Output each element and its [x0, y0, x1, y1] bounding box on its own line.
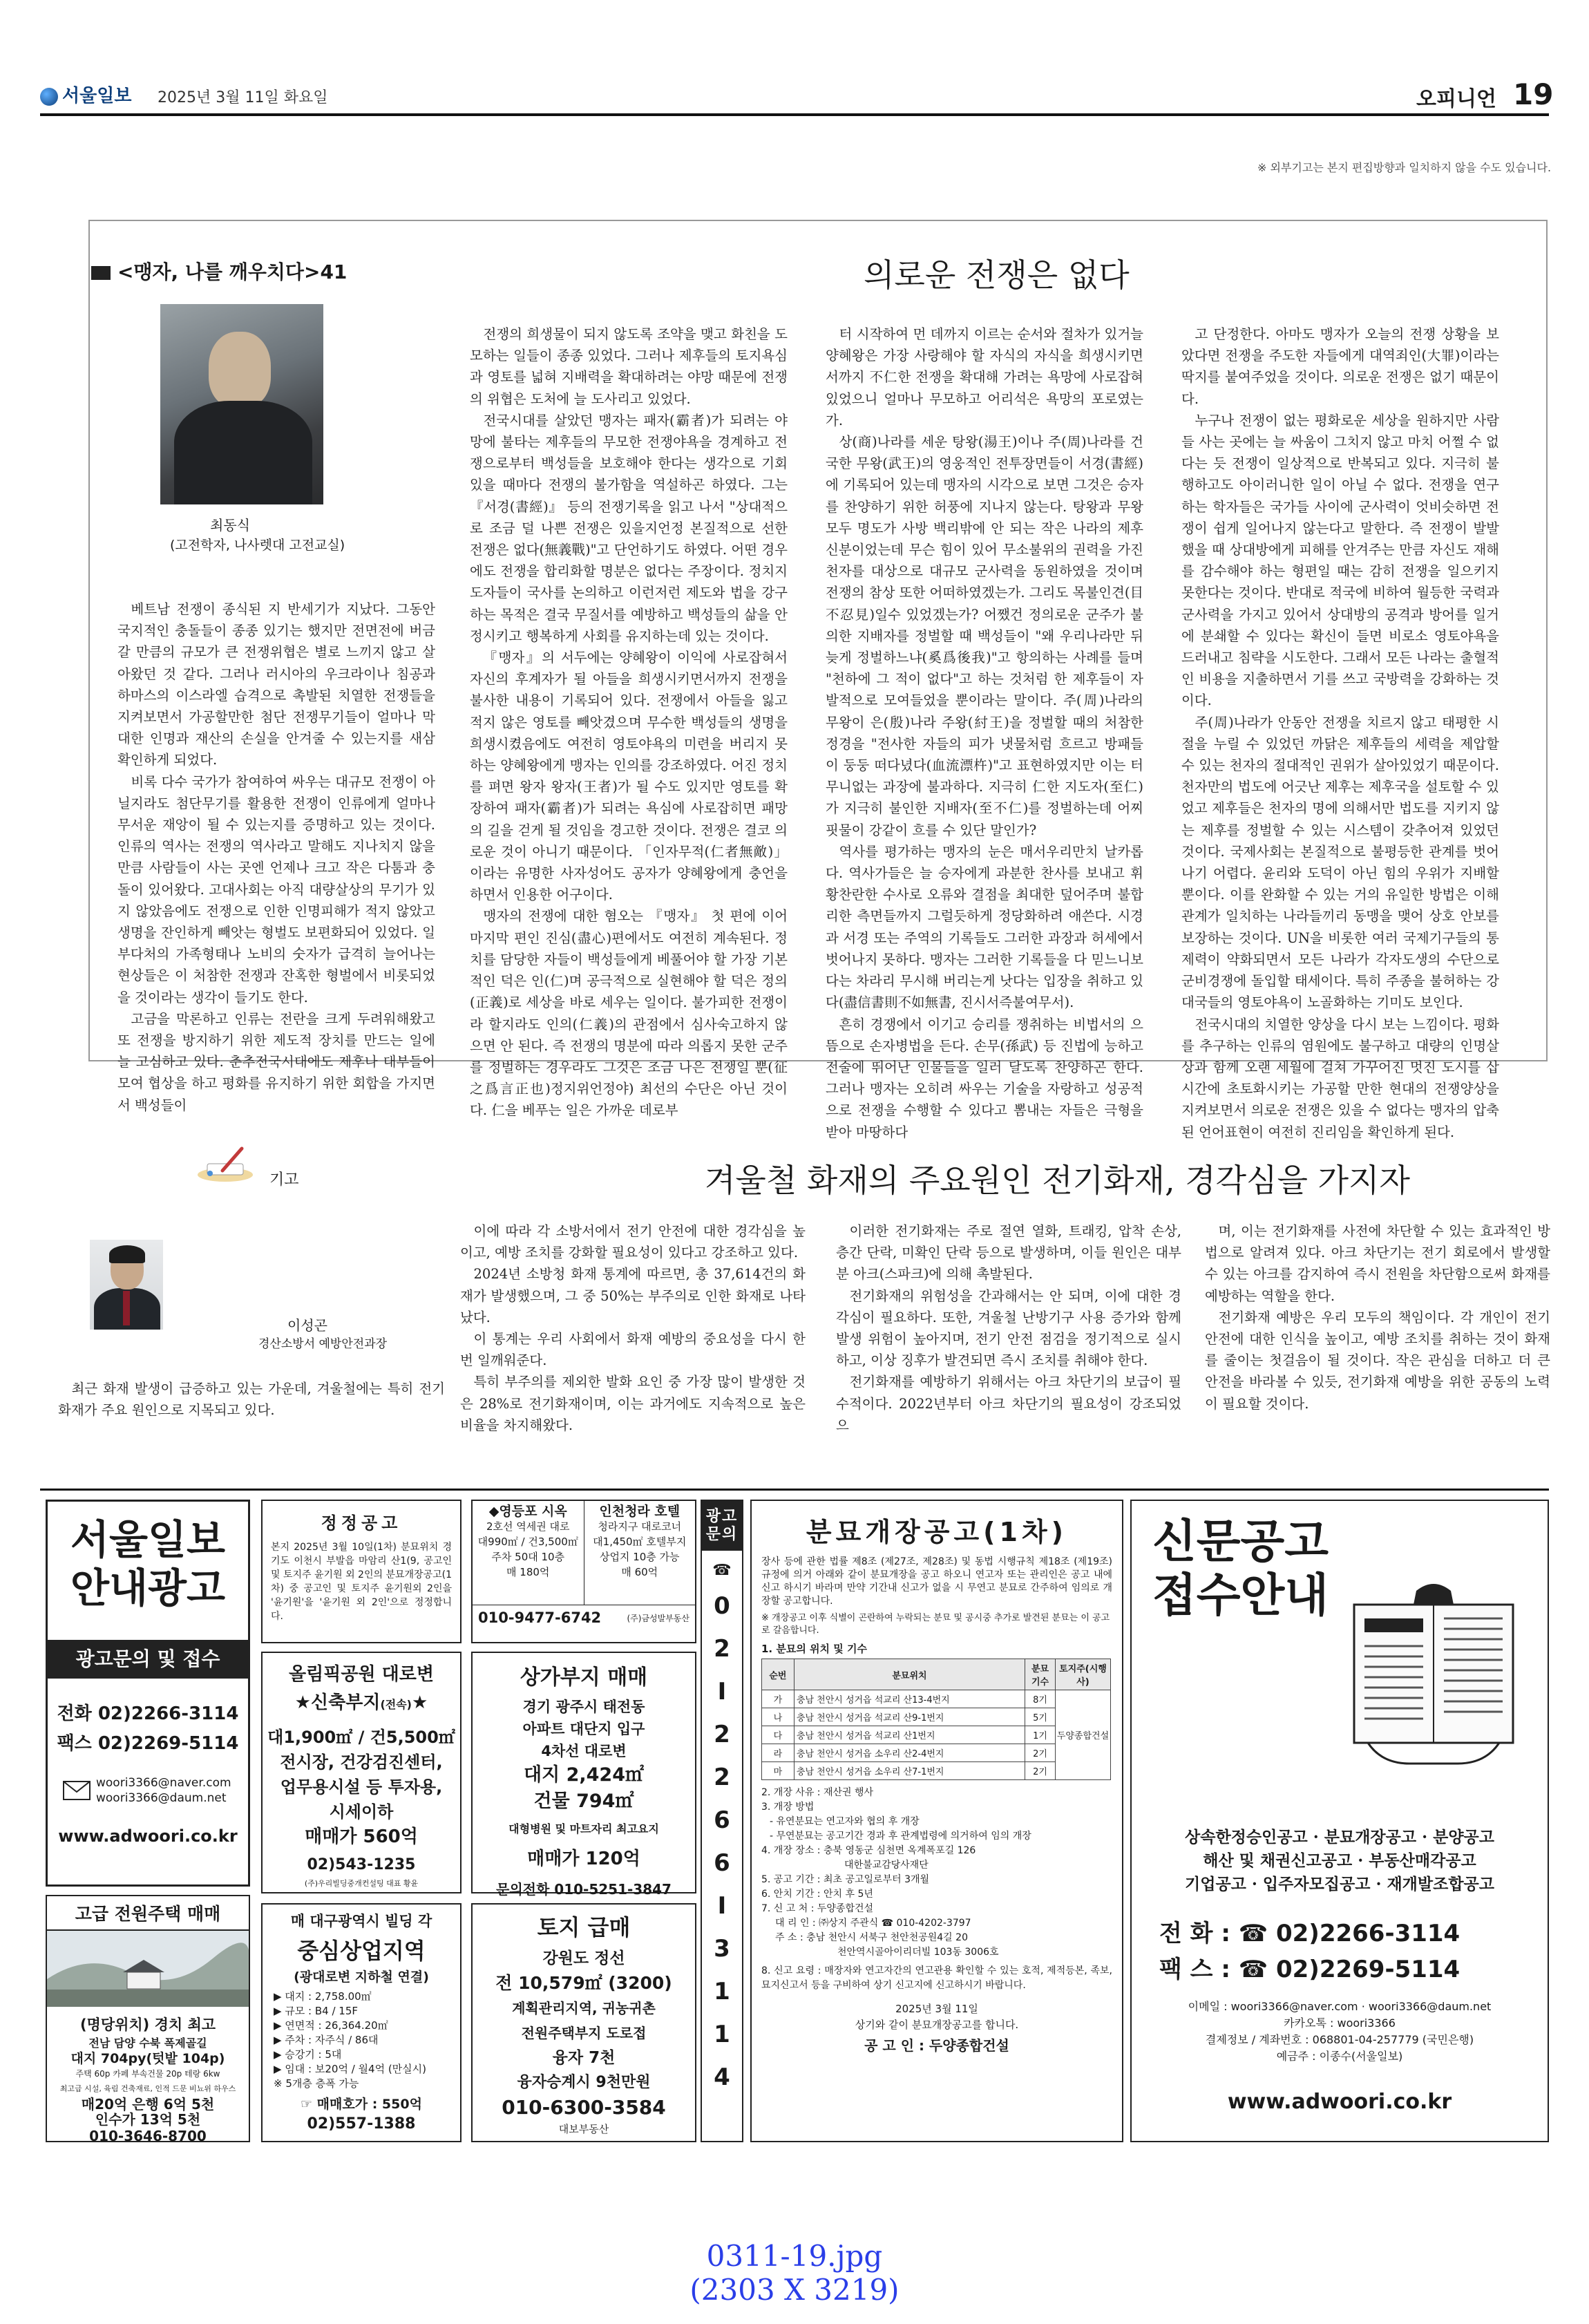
series-square-icon: [91, 266, 111, 280]
section-name: 오피니언: [1416, 87, 1496, 111]
ad-guide-phone: 전화 02)2266-3114: [57, 1703, 239, 1724]
ad-correction: 정정공고 본지 2025년 3월 10일(1차) 분묘위치 경기도 이천시 부발읍 마암리 산1(9, 공고인 및 토지주 윤기원 외 2인의 분묘개장공고(1차) 중 공고인 및 토지주 윤기원외 2인을 '윤기원'을 '윤기원 외 2인'으로 정정합니다.: [261, 1500, 462, 1643]
table-row: 나 충남 천안시 성거읍 석교리 산9-1번지 5기: [762, 1708, 1111, 1726]
phone-icon: ☎: [712, 1562, 732, 1579]
ad-guide-web: www.adwoori.co.kr: [58, 1826, 238, 1846]
author2-photo: [90, 1240, 163, 1330]
article1-col1: 베트남 전쟁이 종식된 지 반세기가 지났다. 그동안 국지적인 충돌들이 종종 있기는 했지만 전면전에 버금갈 만큼의 규모가 큰 전쟁위협은 별로 느끼지 않고 살아왔던 것 같다. 그러나 러시아의 우크라이나 침공과 하마스의 이스라엘 습격으로 촉발된 치열한 전쟁들을 지켜보면서 가공할만한 첨단 전쟁무기들이 얼마나 막대한 인명과 재산의 손실을 안겨줄 수 있는지를 새삼 확인하게 되었다. 비록 다수 국가가 참여하여 싸우는 대규모 전쟁이 아닐지라도 첨단무기를 활용한 전쟁이 인류에게 얼마나 무서운 재앙이 될 수 있는지를 증명하고 있는 것이다. 인류의 역사는 전쟁의 역사라고 말해도 지나치지 않을 만큼 사람들이 사는 곳엔 언제나 크고 작은 다툼과 충돌이 있어왔다. 고대사회는 아직 대량살상의 무기가 있지 않았음에도 전쟁으로 인한 인명피해가 적지 않았고 생명을 잔인하게 빼앗는 형벌도 보편화되어 있었다. 일부다처의 가족형태나 노비의 숫자가 급격히 늘어나는 현상들은 이 처참한 전쟁과 잔혹한 형벌에서 비롯되었을 것이라는 생각이 들기도 한다. 고금을 막론하고 인류는 전란을 크게 두려워해왔고 또 전쟁을 방지하기 위한 제도적 장치를 만드는 일에 늘 고심하고 있다. 춘추전국시대에도 제후나 대부들이 모여 협상을 하고 평화를 유지하기 위한 회합을 가지면서 백성들이: [117, 601, 435, 1113]
file-caption: 0311-19.jpg (2303 X 3219): [689, 2239, 900, 2307]
table-row: 라 충남 천안시 성거읍 소우리 산2-4번지 2기: [762, 1744, 1111, 1762]
ad-grave-notice: 분묘개장공고(1차) 장사 등에 관한 법률 제8조 (제27조, 제28조) 및 동법 시행규칙 제18조 (제19조) 규정에 의거 아래와 같이 분묘개장을 공고 하오니 연고자 또는 관리인은 공고 내에 신고 하시기 바라며 만약 기간내 신고가 없을 시 무연고 분묘로 간주하여 임의로 개장할 공고합니다. ※ 개장공고 이후 식별이 곤란하여 누락되는 분묘 및 공시중 추가로 발견된 분묘는 이 공고로 갈음합니다. 1. 분묘의 위치 및 기수 순번 분묘위치 분묘기수 토지주(시행사) 가 충남 천안시 성거읍 석교리 산13-4번지 8기 두양종합건설 나 충남 천안시 성거읍 석교리 산9-1번지 5기 다 충남 천안시 성거읍 석교리 산1번지 1기 라 충남 천안시 성거읍 소우리 산2-4번지 2기 마 충남 천안시 성거읍 소우리 산7-1번지 2기 2. 개장 사유 : 재산권 행사 3. 개장 방법 - 유연분묘는 연고자와 협의 후 개장 - 무연분묘는 공고기간 경과 후 관계법령에 의거하여 임의 개장 4. 개장 장소 : 충북 영동군 심천면 옥계폭포길 126 대한불교감당사재단 5. 공고 기간 : 최초 공고일로부터 3개월 6. 안치 기간 : 안치 후 5년 7. 신 고 처 : 두양종합건설 대 리 인 : ㈜상지 주관식 ☎ 010-4202-3797 주 소 : 충남 천안시 서북구 천안천공원4길 20 천안역시골아이리더빌 103동 3006호 8. 신고 요령 : 매장자와 연고자간의 연고관용 확인할 수 있는 호적, 제적등본, 족보, 묘지신고서 등을 구비하여 상기 신고지에 신고하시기 바랍니다. 2025년 3월 11일 상기와 같이 분묘개장공고를 합니다. 공 고 인 : 두양종합건설: [750, 1500, 1123, 2142]
author-photo: [160, 304, 323, 504]
table-row: 다 충남 천안시 성거읍 석교리 산1번지 1기: [762, 1726, 1111, 1744]
ad-newspaper: 신문공고 접수안내 상속한정승인공고 · 분묘개장공고 · 분양공고 해산 및 채권신고공고 · 부동산매각공고 기업공고 · 입주자모집공고 · 재개발조합공고 전 화 : ☎ 02)2266-3114 팩 스 : ☎ 02)2269-5114 이메일 : woori3366@naver.com · woori3366@daum.net 카카오톡 : woori3366 결제정보 / 계좌번호 : 068801-04-257779 (국민은행) 예금주 : 이종수(서울일보) www.adwoori.co.kr: [1130, 1500, 1549, 2142]
newspaper-reader-icon: [1340, 1577, 1527, 1770]
article1-headline: 의로운 전쟁은 없다: [864, 256, 1130, 294]
top-rule: [40, 113, 1549, 116]
ad-guide-fax: 팩스 02)2269-5114: [57, 1733, 239, 1754]
table-row: 가 충남 천안시 성거읍 석교리 산13-4번지 8기 두양종합건설: [762, 1690, 1111, 1708]
ads-rule: [40, 1489, 1549, 1491]
article2-col3: 이러한 전기화재는 주로 절연 열화, 트래킹, 압착 손상, 층간 단락, 미확인 단락 등으로 발생하며, 이들 원인은 대부분 아크(스파크)에 의해 촉발된다. 전기화재의 위험성을 간과해서는 안 되며, 이에 대한 경각심이 필요하다. 또한, 겨울철 난방기구 사용 증가와 함께 발생 위험이 높아지며, 전기 안전 점검을 정기적으로 실시하고, 이상 징후가 발견되면 즉시 조치를 취해야 한다. 전기화재를 예방하기 위해서는 아크 차단기의 보급이 필수적이다. 2022년부터 아크 차단기의 필요성이 강조되었으: [836, 1223, 1181, 1433]
grave-table: 순번 분묘위치 분묘기수 토지주(시행사) 가 충남 천안시 성거읍 석교리 산13-4번지 8기 두양종합건설 나 충남 천안시 성거읍 석교리 산9-1번지 5기 다 충남 천안시 성거읍 석교리 산1번지 1기 라 충남 천안시 성거읍 소우리 산2-4번지 2기 마 충남 천안시 성거읍 소우리 산7-1번지 2기: [761, 1659, 1111, 1780]
paper-logo: 서울일보: [40, 82, 131, 107]
issue-date: 2025년 3월 11일 화요일: [158, 89, 328, 106]
ad-mall: 상가부지 매매 경기 광주시 태전동 아파트 대단지 입구 4차선 대로변 대지 2,424㎡ 건물 794㎡ 대형병원 및 마트자리 최고요지 매매가 120억 문의전화 010-5251-3847: [471, 1652, 696, 1893]
article2-col2: 이에 따라 각 소방서에서 전기 안전에 대한 경각심을 높이고, 예방 조치를 강화할 필요성이 있다고 강조하고 있다. 2024년 소방청 화재 통계에 따르면, 총 37,614건의 화재가 발생했으며, 그 중 50%는 부주의로 인한 화재로 나타났다. 이 통계는 우리 사회에서 화재 예방의 중요성을 다시 한번 일깨워준다. 특히 부주의를 제외한 발화 요인 중 가장 많이 발생한 것은 28%로 전기화재이며, 이는 과거에도 지속적으로 높은 비율을 차지해왔다.: [460, 1223, 806, 1433]
contribution-pen-icon: [195, 1146, 257, 1184]
ad-daegu: 매 대구광역시 빌딩 각 중심상업지역 (광대로변 지하철 연결) ▶ 대지 : 2,758.00㎡ ▶ 규모 : B4 / 15F ▶ 연면적 : 26,364.20㎡ ▶ 주차 : 자주식 / 86대 ▶ 승강기 : 5대 ▶ 임대 : 보20억 / 월4억 (만실시) ※ 5개층 층폭 가능 ☞ 매매호가 : 550억 02)557-1388: [261, 1903, 462, 2142]
globe-icon: [40, 88, 58, 106]
article1-col4: 고 단정한다. 아마도 맹자가 오늘의 전쟁 상황을 보았다면 전쟁을 주도한 자들에게 대역죄인(大罪)이라는 딱지를 붙여주었을 것이다. 의로운 전쟁은 없기 때문이다. 누구나 전쟁이 없는 평화로운 세상을 원하지만 사람들 사는 곳에는 늘 싸움이 그치지 않고 마치 어쩔 수 없다는 듯 전쟁이 일상적으로 반복되고 있다. 지극히 불행하고도 아이러니한 일이 아닐 수 없다. 전쟁을 연구하는 학자들은 국가들 사이에 군사력이 엇비슷하면 전쟁이 쉽게 일어나지 않는다고 말한다. 즉 전쟁이 발발했을 때 상대방에게 피해를 안겨주는 만큼 자신도 재해를 감수해야 하는 형편일 때는 감히 전쟁을 일으키지 못한다는 것이다. 반대로 적국에 비하여 월등한 국력과 군사력을 가지고 있어서 상대방의 공격과 방어를 일거에 분쇄할 수 있다는 확신이 들면 비로소 영토야욕을 드러내고 침략을 시도한다. 그래서 모든 나라는 출혈적인 비용을 지출하면서 기를 쓰고 국방력을 강화하는 것이다. 주(周)나라가 안동안 전쟁을 치르지 않고 태평한 시절을 누릴 수 있었던 까닭은 제후들의 세력을 제압할 수 있는 천자의 절대적인 권위가 살아있었기 때문이다. 천자만의 법도에 어긋난 제후는 제후국을 설토할 수 있었고 제후들은 천자의 명에 의해서만 법도를 지키지 않는 제후를 정벌할 수 있는 시스템이 갖추어져 있었던 것이다. 국제사회는 본질적으로 불평등한 관계를 벗어나기 어렵다. 윤리와 도덕이 아닌 힘의 우위가 지배할 뿐이다. 이를 완화할 수 있는 거의 유일한 방법은 이해관계가 일치하는 나라들끼리 동맹을 맺어 상호 안보를 보장하는 것이다. UN을 비롯한 여러 국제기구들의 통제력이 약화되면서 모든 나라가 각자도생의 수단으로 군비경쟁에 돌입할 태세이다. 특히 주종을 불허하는 강대국들의 영토야욕이 노골화하는 기미도 보인다. 전국시대의 치열한 양상을 다시 보는 느낌이다. 평화를 추구하는 인류의 염원에도 불구하고 대량의 인명살상과 함께 오랜 세월에 걸쳐 가꾸어진 멋진 도시를 삽시간에 초토화시키는 가공할 만한 현대의 전쟁양상을 지켜보면서 의로운 전쟁은 있을 수 없다는 맹자의 압축된 언어표현이 여전히 진리임을 확인하게 된다.: [1181, 326, 1499, 1140]
ad-house: 고급 전원주택 매매 (명당위치) 경치 최고 전남 담양 수북 폭제골길 대지 704py(텃밭 104p) 주택 60p 카페 부속건물 20p 테랑 6kw 최고급 시설, 육림 건축재료, 인적 드문 비뇨위 하우스 매20억 은행 6억 5천 인수가 13억 5천 010-3646-8700: [46, 1895, 250, 2142]
house-photo: [47, 1931, 249, 2007]
ad-guide-email1: woori3366@naver.com: [96, 1776, 231, 1790]
article2-col1: 최근 화재 발생이 급증하고 있는 가운데, 겨울철에는 특히 전기화재가 주요 원인으로 지목되고 있다.: [58, 1381, 445, 1419]
author2-title: 경산소방서 예방안전과장: [258, 1337, 388, 1351]
contribution-label: 기고: [269, 1171, 299, 1189]
article2-headline: 겨울철 화재의 주요원인 전기화재, 경각심을 가지자: [705, 1162, 1410, 1199]
author-title: (고전학자, 나사렛대 고전교실): [170, 538, 345, 553]
table-row: 마 충남 천안시 성거읍 소우리 산7-1번지 2기: [762, 1762, 1111, 1780]
author2-name: 이성곤: [287, 1317, 327, 1334]
newspaper-fax: 팩 스 : ☎ 02)2269-5114: [1159, 1956, 1460, 1983]
newspaper-phone: 전 화 : ☎ 02)2266-3114: [1159, 1920, 1460, 1947]
ad-olympic: 올림픽공원 대로변 ★신축부지(전속)★ 대1,900㎡ / 건5,500㎡ 전시장, 건강검진센터, 업무용시설 등 투자용, 시세이하 매매가 560억 02)543-1235 (주)우리빌딩중개컨설팅 대표 황윤: [261, 1652, 462, 1893]
ad-contact-strip: 광고문의 ☎ 0 2 I 2 2 6 6 I 3 1 1 4: [701, 1500, 743, 2142]
article1-col3: 터 시작하여 먼 데까지 이르는 순서와 절차가 있거늘 양혜왕은 가장 사랑해야 할 자식의 자식을 희생시키면서까지 不仁한 전쟁을 확대해 가려는 욕망에 사로잡혀 있었으니 얼마나 무모하고 어리석은 욕망의 포로였는가. 상(商)나라를 세운 탕왕(湯王)이나 주(周)나라를 건국한 무왕(武王)의 영웅적인 전투장면들이 서경(書經)에 기록되어 있는데 맹자의 시각으로 보면 그것은 승자를 찬양하기 위한 허풍에 지나지 않는다. 탕왕과 무왕 모두 명도가 사방 백리밖에 안 되는 작은 나라의 제후 신분이었는데 무슨 힘이 있어 무소불위의 권력을 가진 천자를 대상으로 대규모 군사력을 동원하였을 것이며 전쟁의 참상 또한 어떠하였겠는가. 그리도 목불인견(目不忍見)일수 있었겠는가? 어쨌건 정의로운 군주가 불의한 지배자를 정벌할 때 백성들이 "왜 우리나라만 뒤늦게 정벌하느냐(奚爲後我)"고 항의하는 사례를 들며 "천하에 그 적이 없다"고 하는 것처럼 한 제후들이 자발적으로 모여들었을 뿐이라는 말이다. 주(周)나라의 무왕이 은(殷)나라 주왕(紂王)을 정벌할 때의 처참한 정경을 "전사한 자들의 피가 냇물처럼 흐르고 방패들이 둥둥 떠다녔다(血流漂杵)"고 표현하였지만 이는 터무니없는 과장에 불과하다. 지극히 仁한 지도자(至仁)가 지극히 불인한 지배자(至不仁)를 정벌하는데 어찌 핏물이 강같이 흐를 수 있단 말인가? 역사를 평가하는 맹자의 눈은 매서우리만치 날카롭다. 역사가들은 늘 승자에게 과분한 찬사를 보내고 휘황찬란한 수사로 오류와 결점을 최대한 덮어주며 불합리한 측면들까지 그럴듯하게 정당화하려 애쓴다. 시경과 서경 또는 주역의 기록들도 그러한 과장과 허세에서 벗어나지 못하다. 맹자는 그러한 기록들을 다 믿느니보다는 차라리 무시해 버리는게 낫다는 입장을 취하고 있다(盡信書則不如無書, 진시서즉불여무서). 흔히 경쟁에서 이기고 승리를 쟁취하는 비법서의 으뜸으로 손자병법을 든다. 손무(孫武) 등 진법에 능하고 전술에 뛰어난 인물들을 일러 달도록 찬양하곤 한다. 그러나 맹자는 오히려 싸우는 기술을 자랑하고 성공적으로 전쟁을 수행할 수 있다고 뽐내는 자들은 극형을 받아 마땅하다: [826, 326, 1143, 1140]
page-number: 19: [1513, 77, 1554, 111]
ad-guide-band: 광고문의 및 접수: [48, 1640, 248, 1679]
ad-guide-email2: woori3366@daum.net: [96, 1791, 227, 1805]
ad-land: 토지 급매 강원도 정선 전 10,579㎡ (3200) 계획관리지역, 귀농귀촌 전원주택부지 도로접 융자 7천 융자승계시 9천만원 010-6300-3584 대보부동산: [471, 1903, 696, 2142]
article1-col2: 전쟁의 희생물이 되지 않도록 조약을 맺고 화친을 도모하는 일들이 종종 있었다. 그러나 제후들의 토지욕심과 영토를 넓혀 지배력을 확대하려는 야망 때문에 전쟁의 위협은 도처에 늘 도사리고 있었다. 전국시대를 살았던 맹자는 패자(霸者)가 되려는 야망에 불타는 제후들의 무모한 전쟁야욕을 경계하고 전쟁으로부터 백성들을 보호해야 한다는 생각으로 기회 있을 때마다 전쟁의 불가함을 역설하곤 하였다. 그는 『서경(書經)』 등의 전쟁기록을 읽고 나서 "상대적으로 조금 덜 나쁜 전쟁은 있을지언정 본질적으로 선한 전쟁은 없다(無義戰)"고 단언하기도 하였다. 어떤 경우에도 전쟁을 합리화할 명분은 없다는 주장이다. 정치지도자들이 국사를 논의하고 이런저런 제도와 법을 강구하는 목적은 결국 무질서를 예방하고 백성들의 삶을 안정시키고 행복하게 사회를 유지하는데 있는 것이다. 『맹자』의 서두에는 양혜왕이 이익에 사로잡혀서 자신의 후계자가 될 아들을 희생시키면서까지 전쟁을 불사한 내용이 기록되어 있다. 전쟁에서 아들을 잃고 적지 않은 영토를 빼앗겼으며 무수한 백성들의 생명을 희생시켰음에도 여전히 영토야욕의 미련을 버리지 못하는 양혜왕에게 맹자는 인의를 강조하였다. 어진 정치를 펴면 왕자 왕자(王者)가 될 수도 있지만 영토를 확장하여 패자(霸者)가 되려는 욕심에 사로잡히면 패망의 길을 걷게 될 것임을 경고한 것이다. 전쟁은 결코 의로운 것이 아니기 때문이다. 「인자무적(仁者無敵)」이라는 유명한 사자성어도 공자가 양혜왕에게 충언을 하면서 인용한 어구이다. 맹자의 전쟁에 대한 혐오는 『맹자』 첫 편에 이어 마지막 편인 진심(盡心)편에서도 여전히 계속된다. 정치를 담당한 자들이 백성들에게 베풀어야 할 가장 기본적인 덕은 인(仁)며 공극적으로 실현해야 할 덕은 정의(正義)로 세상을 바로 세우는 일이다. 불가피한 전쟁이라 할지라도 인의(仁義)의 관점에서 심사숙고하지 않으면 안 된다. 즉 전쟁의 명분에 따라 의롭지 못한 군주를 정벌하는 경우라도 그것은 조금 나은 전쟁일 뿐(征之爲言正也)정지위언정야) 최선의 수단은 아닌 것이다. 仁을 베푸는 일은 가까운 데로부: [470, 326, 788, 1119]
ad-ydp-incheon: ◆영등포 시옥 2호선 역세권 대로 대990㎡ / 건3,500㎡ 주차 50대 10층 매 180억 인천청라 호텔 청라지구 대로코너 대1,450㎡ 호텔부지 상업지 10층 가능 매 60억 010-9477-6742 (주)금성발부동산: [471, 1500, 696, 1643]
disclaimer: ※ 외부기고는 본지 편집방향과 일치하지 않을 수도 있습니다.: [1257, 161, 1552, 174]
ad-guide: 서울일보 안내광고 광고문의 및 접수 전화 02)2266-3114 팩스 02)2269-5114 woori3366@naver.com woori3366@daum.net www.adwoori.co.kr: [46, 1500, 250, 1887]
series-label: <맹자, 나를 깨우치다>41: [91, 257, 347, 285]
author-name: 최동식: [210, 517, 250, 533]
article2-col4: 며, 이는 전기화재를 사전에 차단할 수 있는 효과적인 방법으로 알려져 있다. 아크 차단기는 전기 회로에서 발생할 수 있는 아크를 감지하여 즉시 전원을 차단함으로써 화재를 예방하는 역할을 한다. 전기화재 예방은 우리 모두의 책임이다. 각 개인이 전기 안전에 대한 인식을 높이고, 예방 조치를 취하는 것이 화재를 줄이는 첫걸음이 될 것이다. 작은 관심을 더하고 더 큰 안전을 바라볼 수 있듯, 전기화재 예방을 위한 공동의 노력이 필요할 것이다.: [1205, 1223, 1550, 1412]
email-icon: [63, 1781, 91, 1800]
